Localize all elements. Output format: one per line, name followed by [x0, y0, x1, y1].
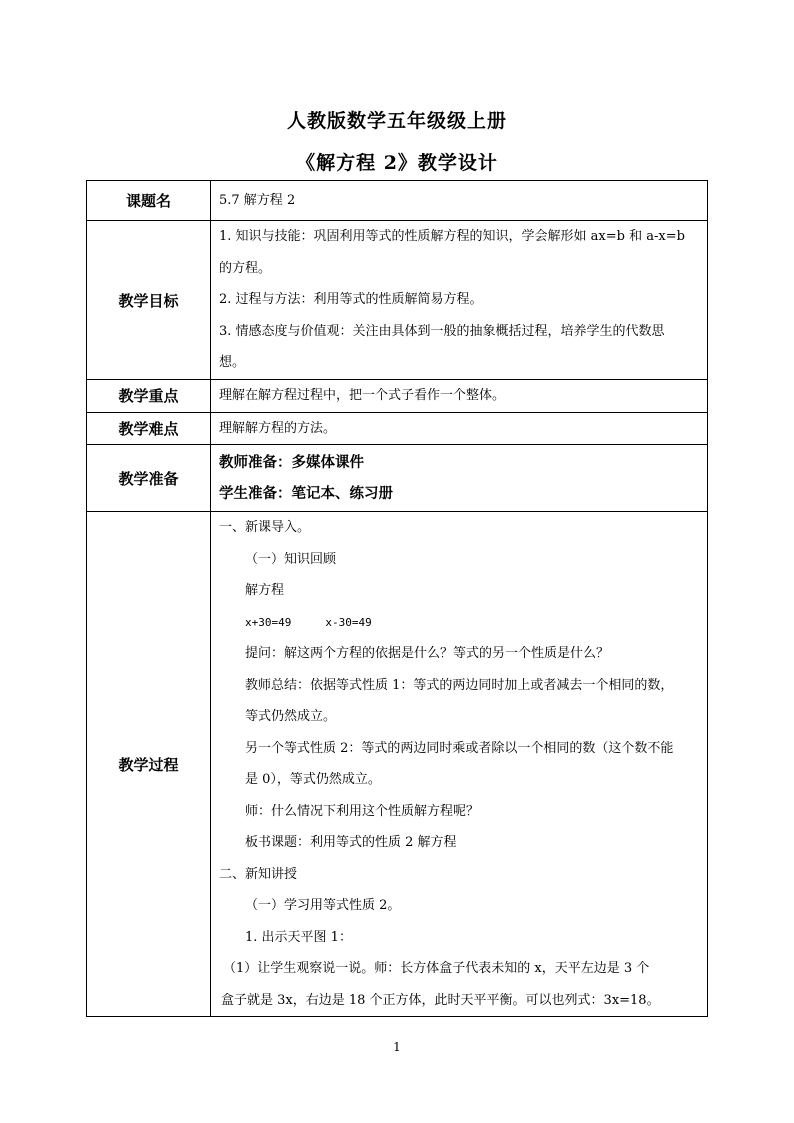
goals-content [211, 221, 708, 380]
preparation-content [211, 445, 708, 512]
process-line: 一、新课导入。 [219, 520, 311, 535]
process-line: 等式仍然成立。 [245, 709, 337, 724]
goal-line: 想。 [219, 355, 246, 371]
process-content [211, 512, 708, 1017]
row-label-goals: 教学目标 [87, 221, 211, 380]
process-line: 盒子就是 3x，右边是 18 个正方体，此时天平平衡。可以也列式：3x=18。 [221, 992, 660, 1008]
topic-value: 5.7 解方程 2 [211, 181, 708, 221]
row-label-preparation: 教学准备 [87, 445, 211, 512]
row-label-key-points: 教学重点 [87, 380, 211, 413]
table-row-process [87, 512, 708, 1017]
goal-line: 3. 情感态度与价值观：关注由具体到一般的抽象概括过程，培养学生的代数思 [219, 323, 665, 339]
lesson-plan-table [86, 180, 708, 1017]
table-row-preparation [87, 445, 708, 512]
row-label-topic: 课题名 [87, 181, 211, 221]
key-points-value: 理解在解方程过程中，把一个式子看作一个整体。 [211, 380, 708, 413]
student-preparation: 学生准备：笔记本、练习册 [219, 485, 393, 502]
goal-line: 的方程。 [219, 260, 272, 276]
equation: x-30=49 [325, 615, 372, 629]
process-line: （一）知识回顾 [245, 551, 337, 567]
table-row-topic [87, 181, 708, 221]
process-line: 是 0），等式仍然成立。 [245, 772, 381, 787]
process-line: 另一个等式性质 2：等式的两边同时乘或者除以一个相同的数（这个数不能 [245, 740, 674, 756]
table-row-key-points [87, 380, 708, 413]
process-line: 师：什么情况下利用这个性质解方程呢？ [245, 803, 480, 819]
process-line: 提问：解这两个方程的依据是什么？等式的另一个性质是什么？ [245, 646, 610, 661]
goal-line: 2. 过程与方法：利用等式的性质解简易方程。 [219, 292, 483, 308]
table-row-difficulties [87, 412, 708, 445]
page-number: 1 [393, 1040, 401, 1054]
process-line: 解方程 [245, 583, 285, 598]
row-label-process: 教学过程 [87, 512, 211, 1017]
document-title: 人教版数学五年级级上册 [286, 110, 507, 132]
equations-line [219, 607, 701, 639]
difficulties-value: 理解解方程的方法。 [211, 412, 708, 445]
row-label-difficulties: 教学难点 [87, 412, 211, 445]
process-line: 二、新知讲授 [219, 866, 298, 882]
teacher-preparation: 教师准备：多媒体课件 [219, 453, 364, 471]
process-line: （1）让学生观察说一说。师：长方体盒子代表未知的 x，天平左边是 3 个 [223, 961, 650, 976]
process-line: （一）学习用等式性质 2。 [245, 898, 401, 913]
process-line: 1. 出示天平图 1： [245, 929, 352, 945]
process-line: 板书课题：利用等式的性质 2 解方程 [245, 835, 457, 850]
goal-line: 1. 知识与技能：巩固利用等式的性质解方程的知识，学会解形如 ax=b 和 a-x=b [219, 229, 685, 245]
equation: x+30=49 [245, 615, 292, 629]
table-row-goals [87, 221, 708, 380]
process-line: 教师总结：依据等式性质 1：等式的两边同时加上或者减去一个相同的数， [245, 677, 674, 693]
document-subtitle: 《解方程 2》教学设计 [296, 152, 498, 174]
